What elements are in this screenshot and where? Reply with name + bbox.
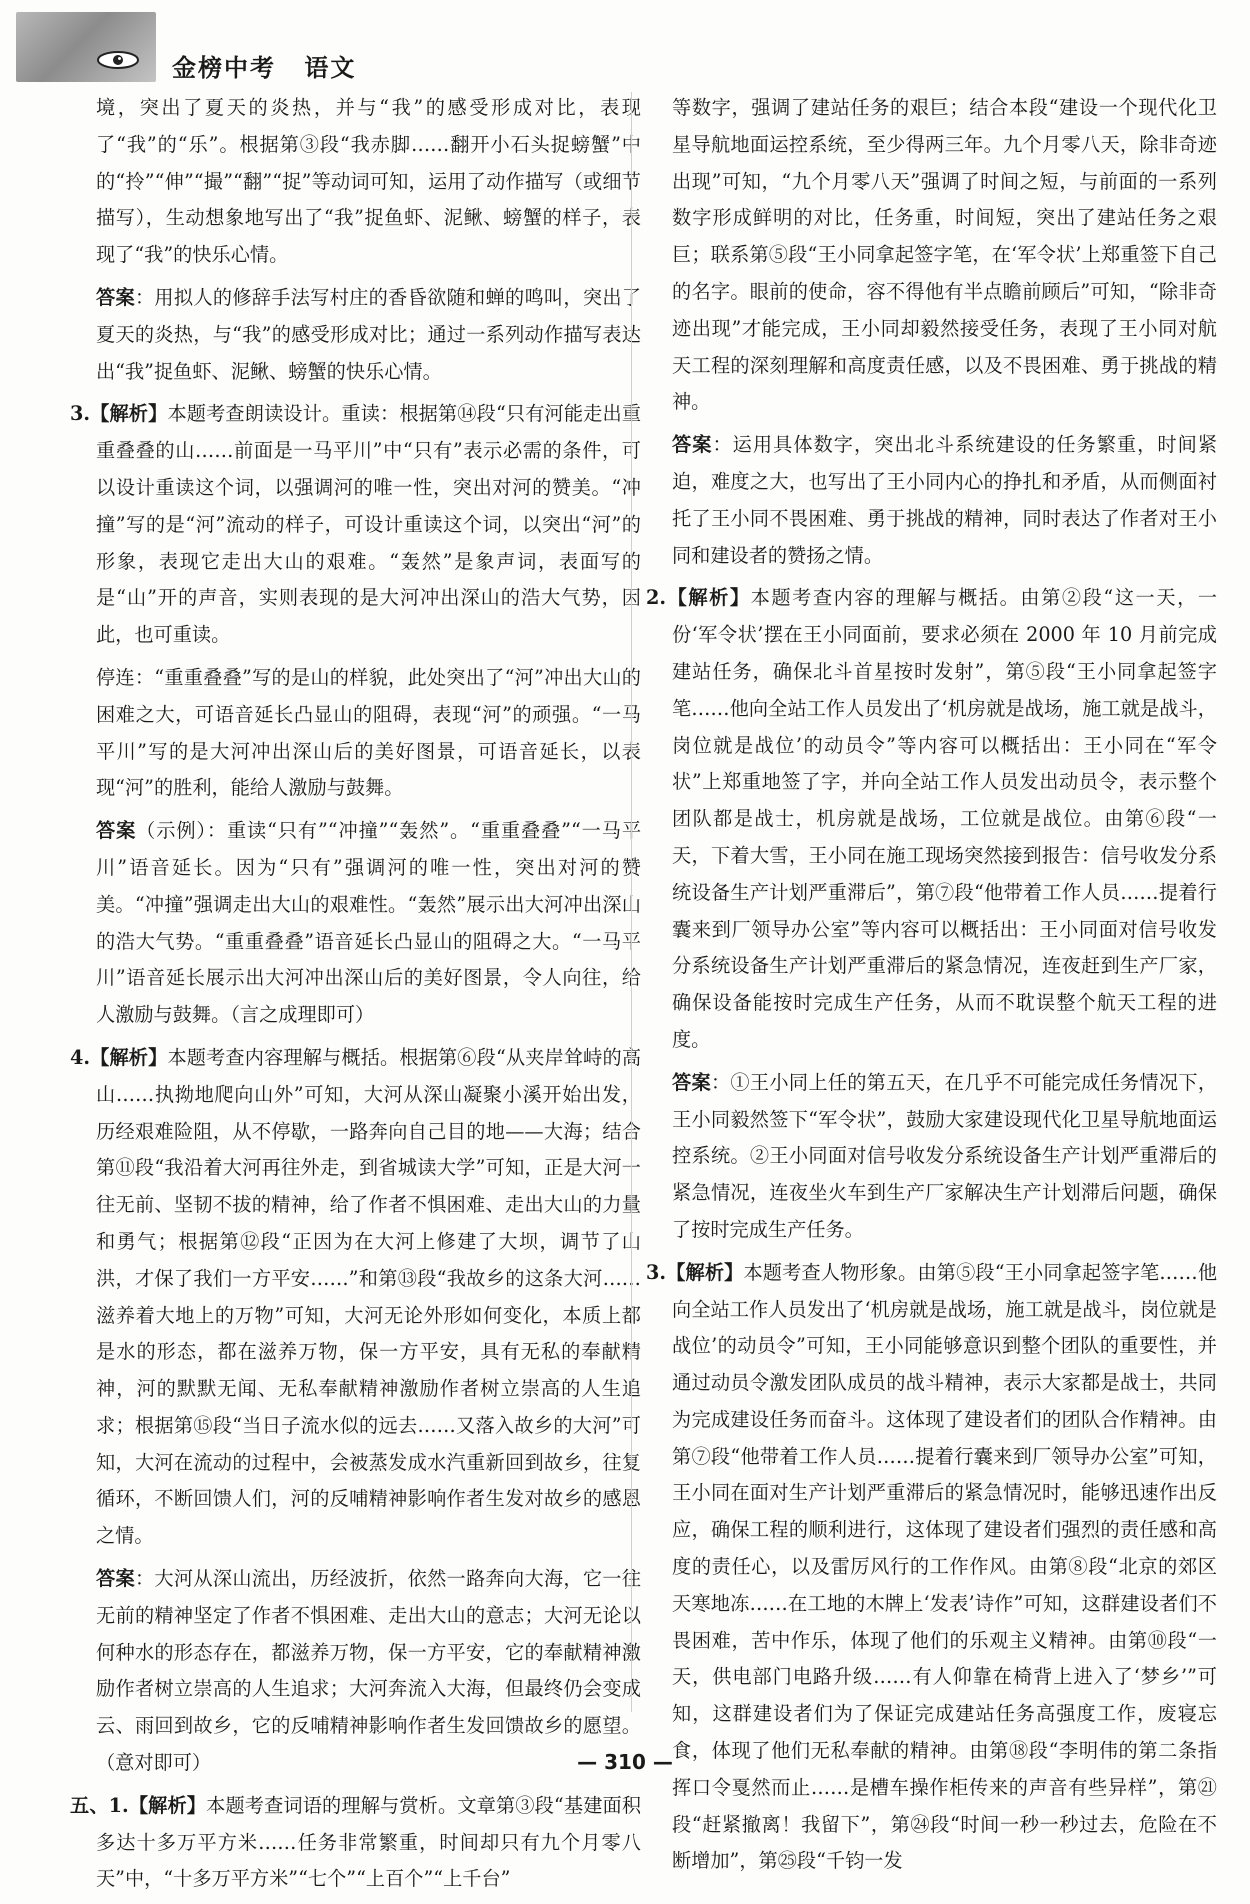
analysis-paragraph	[70, 1040, 642, 1555]
analysis-paragraph	[646, 580, 1218, 1058]
question-number: 3.	[646, 1260, 667, 1284]
paragraph-text: ：运用具体数字，突出北斗系统建设的任务繁重，时间紧迫，难度之大，也写出了王小同内心的挣扎和矛盾，从而侧面衬托了王小同不畏困难、勇于挑战的精神，同时表达了作者对王小同和建设者的赞扬之情。	[672, 433, 1218, 567]
analysis-label: 【解析】	[666, 586, 751, 610]
paragraph-text: 本题考查朗读设计。重读：根据第⑭段“只有河能走出重重叠叠的山……前面是一马平川”中“只有”表示必需的条件，可以设计重读这个词，以强调河的唯一性，突出对河的赞美。“冲撞”写的是“河”流动的样子，可设计重读这个词，以突出“河”的形象，表现它走出大山的艰难。“轰然”是象声词，表面写的是“山”开的声音，实则表现的是大河冲出深山的浩大气势，因此，也可重读。	[96, 402, 642, 647]
answer-label: 答案	[672, 1070, 711, 1094]
paragraph-text: 本题考查内容理解与概括。根据第⑥段“从夹岸耸峙的高山……执拗地爬向山外”可知，大河从深山凝聚小溪开始出发，历经艰难险阻，从不停歇，一路奔向自己目的地——大海；结合第⑪段“我沿着大河再往外走，到省城读大学”可知，正是大河一往无前、坚韧不拔的精神，给了作者不惧困难、走出大山的力量和勇气；根据第⑫段“正因为在大河上修建了大坝，调节了山洪，才保了我们一方平安……”和第⑬段“我故乡的这条大河……滋养着大地上的万物”可知，大河无论外形如何变化，本质上都是水的形态，都在滋养万物，保一方平安，具有无私的奉献精神，河的默默无闻、无私奉献精神激励作者树立崇高的人生追求；根据第⑮段“当日子流水似的远去……又落入故乡的大河”可知，大河在流动的过程中，会被蒸发成水汽重新回到故乡，往复循环，不断回馈人们，河的反哺精神影响作者生发对故乡的感恩之情。	[96, 1045, 642, 1548]
analysis-label: 【解析】	[90, 402, 168, 426]
paragraph-text: ：用拟人的修辞手法写村庄的香昏欲随和蝉的鸣叫，突出了夏天的炎热，与“我”的感受形成对比；通过一系列动作描写表达出“我”捉鱼虾、泥鳅、螃蟹的快乐心情。	[96, 285, 642, 383]
answer-label: 答案	[96, 1567, 135, 1591]
answer-paragraph	[96, 280, 641, 390]
logo-banner	[16, 12, 156, 82]
text-paragraph	[96, 90, 641, 274]
analysis-paragraph	[70, 1788, 642, 1898]
answer-label: 答案	[672, 433, 713, 457]
paragraph-text: 本题考查人物形象。由第⑤段“王小同拿起签字笔……他向全站工作人员发出了‘机房就是战场，施工就是战斗，岗位就是战位’的动员令”可知，王小同能够意识到整个团队的重要性，并通过动员令激发团队成员的战斗精神，表示大家都是战士，共同为完成建设任务而奋斗。这体现了建设者们的团队合作精神。由第⑦段“他带着工作人员……提着行囊来到厂领导办公室”可知，王小同在面对生产计划严重滞后的紧急情况时，能够迅速作出反应，确保工程的顺利进行，这体现了建设者们强烈的责任感和高度的责任心，以及雷厉风行的工作作风。由第⑧段“北京的郊区天寒地冻……在工地的木牌上‘发表’诗作”可知，这群建设者们不畏困难，苦中作乐，体现了他们的乐观主义精神。由第⑩段“一天，供电部门电路升级……有人仰靠在椅背上进入了‘梦乡’”可知，这群建设者们为了保证完成建站任务高强度工作，废寝忘食，体现了他们无私奉献的精神。由第⑱段“李明伟的第二条指挥口令戛然而止……是槽车操作柜传来的声音有些异样”，第㉑段“赶紧撤离！我留下”，第㉔段“时间一秒一秒过去，危险在不断增加”，第㉕段“千钧一发	[672, 1260, 1218, 1873]
header-title	[172, 48, 374, 83]
paragraph-text: （示例）：重读“只有”“冲撞”“轰然”。“重重叠叠”“一马平川”语音延长。因为“只有”强调河的唯一性，突出对河的赞美。“冲撞”强调走出大山的艰难性。“轰然”展示出大河冲出深山的浩大气势。“重重叠叠”语音延长凸显山的阻碍之大。“一马平川”语音延长展示出大河冲出深山后的美好图景，令人向往，给人激励与鼓舞。（言之成理即可）	[96, 819, 642, 1027]
answer-label: 答案	[96, 285, 135, 309]
paragraph-text: ：大河从深山流出，历经波折，依然一路奔向大海，它一往无前的精神坚定了作者不惧困难、走出大山的意志；大河无论以何种水的形态存在，都滋养万物，保一方平安，它的奉献精神激励作者树立崇高的人生追求；大河奔流入大海，但最终仍会变成云、雨回到故乡，它的反哺精神影响作者生发回馈故乡的愿望。（意对即可）	[96, 1567, 642, 1775]
answer-paragraph	[96, 813, 641, 1034]
answer-paragraph	[672, 1065, 1217, 1249]
analysis-paragraph	[646, 1255, 1218, 1881]
paragraph-text: 境，突出了夏天的炎热，并与“我”的感受形成对比，表现了“我”的“乐”。根据第③段“我赤脚……翻开小石头捉螃蟹”中的“拎”“伸”“撮”“翻”“捉”等动词可知，运用了动作描写（或细节描写），生动想象地写出了“我”捉鱼虾、泥鳅、螃蟹的样子，表现了“我”的快乐心情。	[96, 96, 641, 267]
right-column	[646, 90, 1218, 1886]
analysis-label: 【解析】	[128, 1793, 207, 1817]
book-title: 金榜中考	[172, 54, 276, 82]
eye-logo-icon	[96, 50, 140, 70]
paragraph-text: 本题考查内容的理解与概括。由第②段“这一天，一份‘军令状’摆在王小同面前，要求必须在 2000 年 10 月前完成建站任务，确保北斗首星按时发射”，第⑤段“王小同拿起签字笔……他向全站工作人员发出了‘机房就是战场，施工就是战斗，岗位就是战位’的动员令”等内容可以概括出：王小同在“军令状”上郑重地签了字，并向全站工作人员发出动员令，表示整个团队都是战士，机房就是战场，工位就是战位。由第⑥段“一天，下着大雪，王小同在施工现场突然接到报告：信号收发分系统设备生产计划严重滞后”，第⑦段“他带着工作人员……提着行囊来到厂领导办公室”等内容可以概括出：王小同面对信号收发分系统设备生产计划严重滞后的紧急情况，连夜赶到生产厂家，确保设备能按时完成生产任务，从而不耽误整个航天工程的进度。	[672, 586, 1218, 1051]
analysis-label: 【解析】	[666, 1260, 744, 1284]
question-number: 五、1.	[70, 1793, 129, 1817]
question-number: 3.	[70, 402, 91, 426]
analysis-paragraph	[70, 396, 642, 654]
analysis-label: 【解析】	[90, 1045, 168, 1069]
answer-paragraph	[672, 427, 1217, 574]
paragraph-text: 本题考查词语的理解与赏析。文章第③段“基建面积多达十多万平方米……任务非常繁重，时间却只有九个月零八天”中，“十多万平方米”“七个”“上百个”“上千台”	[96, 1793, 642, 1891]
text-paragraph	[96, 660, 641, 807]
paragraph-text: 等数字，强调了建站任务的艰巨；结合本段“建设一个现代化卫星导航地面运控系统，至少得两三年。九个月零八天，除非奇迹出现”可知，“九个月零八天”强调了时间之短，与前面的一系列数字形成鲜明的对比，任务重，时间短，突出了建站任务之艰巨；联系第⑤段“王小同拿起签字笔，在‘军令状’上郑重签下自己的名字。眼前的使命，容不得他有半点瞻前顾后”可知，“除非奇迹出现”才能完成，王小同却毅然接受任务，表现了王小同对航天工程的深刻理解和高度责任感，以及不畏困难、勇于挑战的精神。	[672, 96, 1217, 414]
question-number: 2.	[646, 586, 667, 610]
left-column	[70, 90, 642, 1904]
column-divider	[631, 92, 632, 1712]
paragraph-text: 停连：“重重叠叠”写的是山的样貌，此处突出了“河”冲出大山的困难之大，可语音延长凸显山的阻碍，表现“河”的顽强。“一马平川”写的是大河冲出深山后的美好图景，可语音延长，以表现“河”的胜利，能给人激励与鼓舞。	[96, 665, 641, 800]
answer-label: 答案	[96, 819, 137, 843]
subject-title: 语文	[304, 54, 357, 82]
question-number: 4.	[70, 1045, 91, 1069]
answer-paragraph	[96, 1561, 641, 1782]
page-header	[0, 0, 1250, 88]
page-number: — 310 —	[577, 1750, 673, 1774]
paragraph-text: ：①王小同上任的第五天，在几乎不可能完成任务情况下，王小同毅然签下“军令状”，鼓励大家建设现代化卫星导航地面运控系统。②王小同面对信号收发分系统设备生产计划严重滞后的紧急情况，连夜坐火车到生产厂家解决生产计划滞后问题，确保了按时完成生产任务。	[672, 1070, 1218, 1241]
text-paragraph	[672, 90, 1217, 421]
